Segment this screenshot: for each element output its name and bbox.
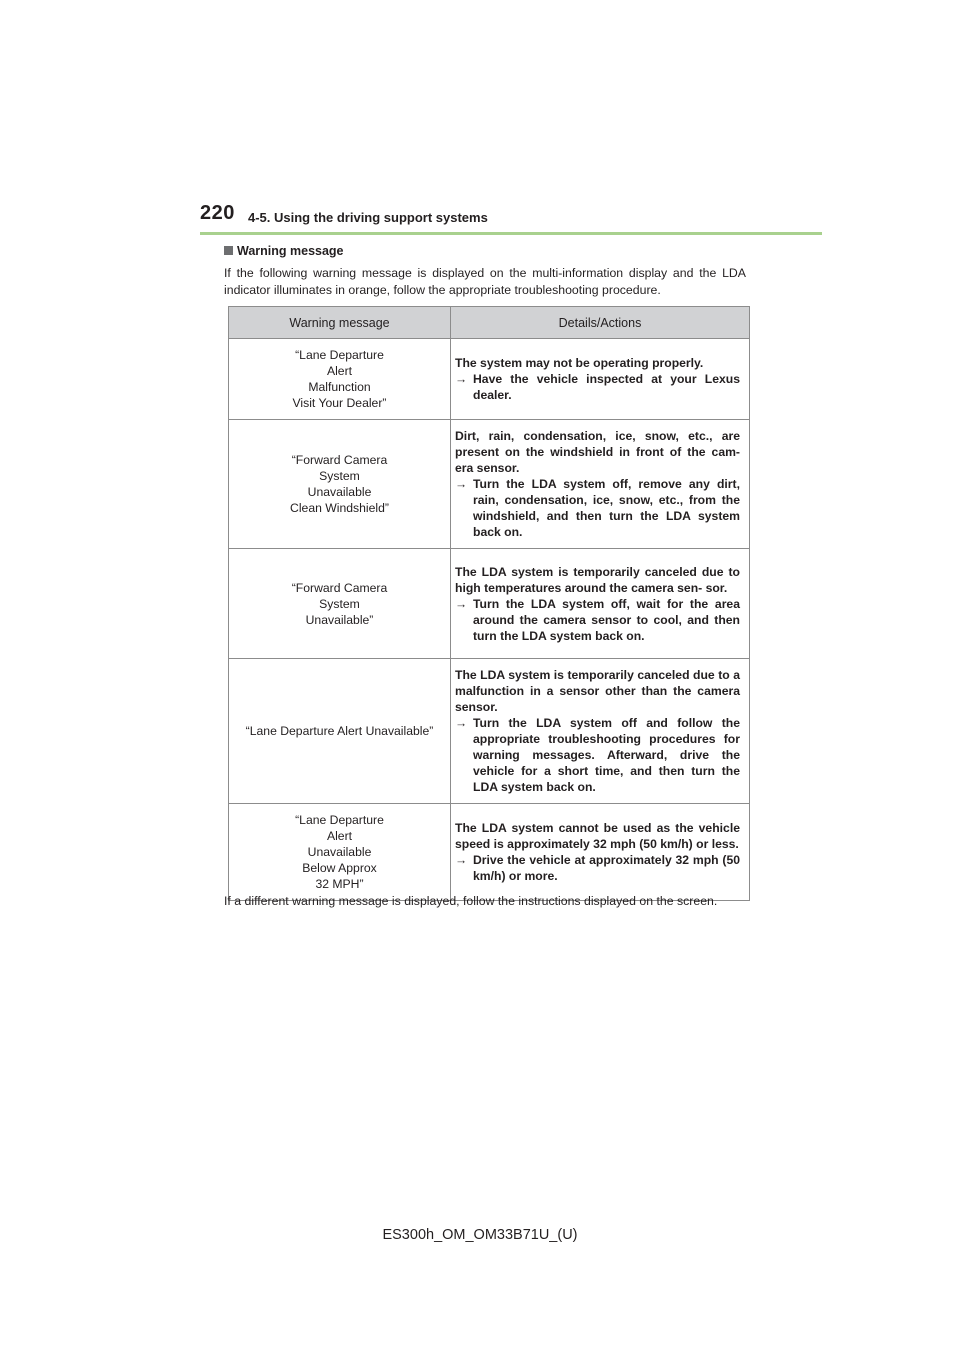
action-line bbox=[455, 596, 740, 644]
action-line bbox=[455, 715, 740, 795]
table-row bbox=[229, 339, 750, 420]
table-row bbox=[229, 549, 750, 659]
details-cell bbox=[451, 659, 750, 804]
detail-text: The LDA system is temporarily canceled due to high temperatures around the camera sen- sor. bbox=[455, 564, 740, 595]
action-line bbox=[455, 852, 740, 884]
arrow-right-icon: → bbox=[455, 596, 468, 611]
page-header bbox=[200, 198, 822, 236]
warning-message-cell: “Lane Departure Alert Malfunction Visit Your Dealer” bbox=[229, 339, 451, 420]
outro-paragraph: If a different warning message is displayed, follow the instructions displayed on the screen. bbox=[224, 894, 718, 908]
footer-document-code: ES300h_OM_OM33B71U_(U) bbox=[382, 1227, 578, 1243]
section-title: 4-5. Using the driving support systems bbox=[248, 210, 488, 225]
details-cell bbox=[451, 549, 750, 659]
detail-text: Dirt, rain, condensation, ice, snow, etc., are present on the windshield in front of the cam- era sensor. bbox=[455, 429, 740, 475]
arrow-right-icon: → bbox=[455, 372, 468, 386]
detail-text: The system may not be operating properly. bbox=[455, 356, 704, 370]
action-line bbox=[455, 371, 740, 403]
action-text: Turn the LDA system off and follow the appropriate troubleshooting procedures for warning messages. Afterward, drive the vehicle for a short time, and then turn the LDA system back on. bbox=[473, 716, 740, 794]
action-text: Turn the LDA system off, wait for the area around the camera sensor to cool, and then turn the LDA system back on. bbox=[473, 596, 740, 643]
header-rule bbox=[200, 232, 822, 235]
arrow-right-icon: → bbox=[455, 716, 468, 730]
warning-message-cell: “Lane Departure Alert Unavailable Below Approx 32 MPH” bbox=[229, 804, 451, 901]
arrow-right-icon: → bbox=[455, 477, 468, 491]
sub-heading bbox=[224, 244, 344, 258]
table-header-row bbox=[229, 307, 750, 339]
warning-message-cell: “Forward Camera System Unavailable Clean Windshield” bbox=[229, 420, 451, 549]
action-text: Have the vehicle inspected at your Lexus dealer. bbox=[473, 372, 740, 402]
table-row bbox=[229, 659, 750, 804]
table-row bbox=[229, 804, 750, 901]
sub-heading-text: Warning message bbox=[237, 244, 344, 258]
col-header-details: Details/Actions bbox=[451, 307, 750, 339]
details-cell bbox=[451, 420, 750, 549]
page-number: 220 bbox=[200, 202, 235, 224]
detail-text: The LDA system is temporarily canceled due to a malfunction in a sensor other than the camera sensor. bbox=[455, 668, 740, 714]
action-text: Drive the vehicle at approximately 32 mph (50 km/h) or more. bbox=[473, 853, 740, 883]
table-row bbox=[229, 420, 750, 549]
detail-text: The LDA system cannot be used as the vehicle speed is approximately 32 mph (50 km/h) or less. bbox=[455, 821, 740, 851]
square-bullet-icon bbox=[224, 246, 233, 255]
warning-message-cell: “Lane Departure Alert Unavailable” bbox=[229, 659, 451, 804]
intro-paragraph: If the following warning message is displayed on the multi-information display and the LDA indicator illuminates in orange, follow the appropriate troubleshooting procedure. bbox=[224, 266, 746, 297]
arrow-right-icon: → bbox=[455, 853, 468, 867]
details-cell bbox=[451, 339, 750, 420]
action-text: Turn the LDA system off, remove any dirt, rain, condensation, ice, snow, etc., from the windshield, and then turn the LDA system back on. bbox=[473, 477, 740, 539]
warning-message-cell: “Forward Camera System Unavailable” bbox=[229, 549, 451, 659]
action-line bbox=[455, 476, 740, 540]
details-cell bbox=[451, 804, 750, 901]
warning-message-table bbox=[228, 306, 750, 901]
col-header-message: Warning message bbox=[229, 307, 451, 339]
